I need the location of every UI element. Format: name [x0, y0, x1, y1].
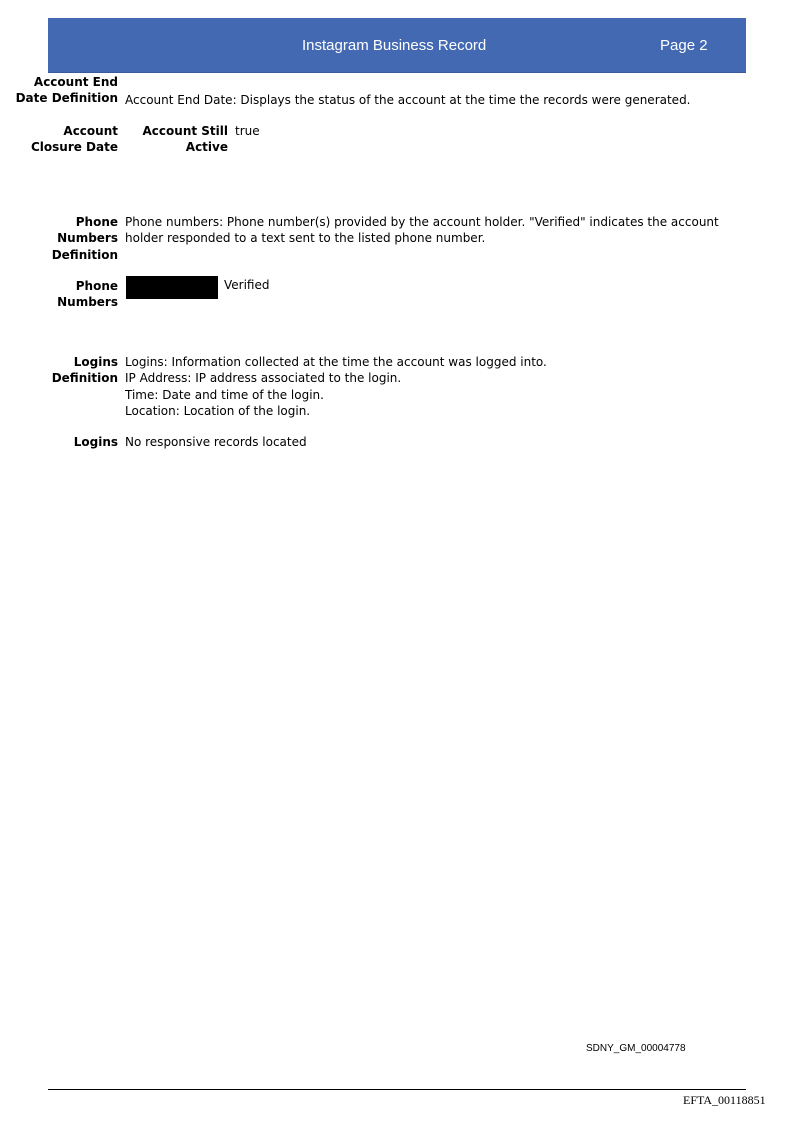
logins-value: No responsive records located [125, 435, 307, 449]
logins-definition-text: Logins: Information collected at the time the account was logged into. IP Address: IP address associated to the login. Time: Date and time of the login. Location: Location of the login. [125, 355, 547, 419]
phone-numbers-definition-label: Phone Numbers Definition [51, 215, 118, 262]
phone-numbers-label: Phone Numbers [57, 279, 118, 310]
footer-divider [48, 1089, 746, 1090]
efta-number: EFTA_00118851 [683, 1093, 766, 1107]
redacted-phone-number [126, 276, 218, 299]
bates-number: SDNY_GM_00004778 [586, 1043, 686, 1054]
account-still-active-value: true [235, 124, 260, 138]
account-still-active-label: Account Still Active [142, 124, 228, 155]
page-header [48, 18, 746, 73]
account-end-date-definition-label: Account End Date Definition [15, 75, 118, 106]
account-end-date-definition-text: Account End Date: Displays the status of the account at the time the records were generated. [125, 93, 691, 107]
phone-numbers-definition-text: Phone numbers: Phone number(s) provided by the account holder. "Verified" indicates the account holder responded to a text sent to the listed phone number. [125, 215, 719, 246]
logins-label: Logins [73, 435, 118, 449]
page-number: Page 2 [660, 37, 708, 54]
logins-definition-label: Logins Definition [51, 355, 118, 386]
phone-verified-status: Verified [224, 278, 270, 292]
document-title: Instagram Business Record [302, 37, 487, 54]
account-closure-date-label: Account Closure Date [30, 124, 118, 155]
